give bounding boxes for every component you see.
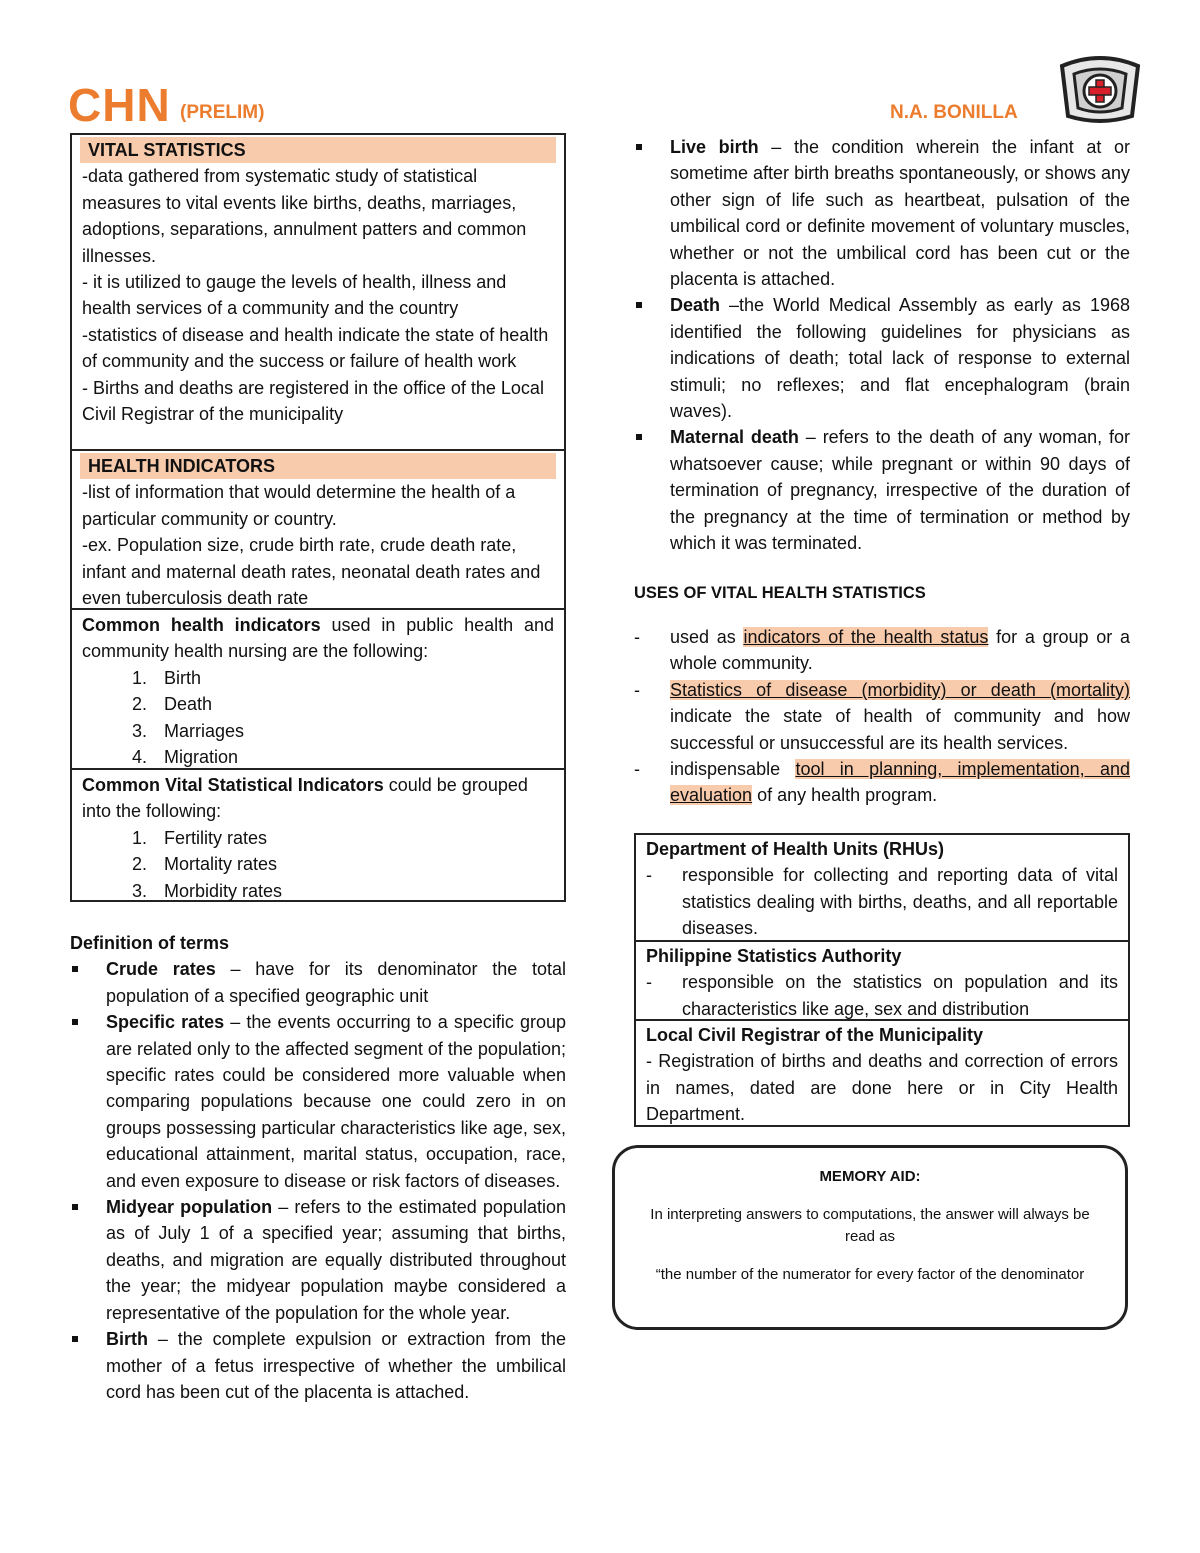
uses-text: of any health program. bbox=[752, 785, 938, 806]
common-vital-indicators-term: Common Vital Statistical Indicators bbox=[82, 775, 384, 795]
uses-text: for a group or a whole community. bbox=[670, 627, 1130, 674]
health-indicators-line: -ex. Population size, crude birth rate, crude death rate, infant and maternal death rates, neonatal death rates and even tuberculosis death rate bbox=[82, 535, 541, 609]
definition-item bbox=[70, 1326, 566, 1405]
definition-term: Death bbox=[670, 295, 721, 316]
vital-statistics-box bbox=[70, 133, 566, 451]
definition-term: Crude rates bbox=[106, 959, 216, 980]
health-indicators-heading: HEALTH INDICATORS bbox=[80, 453, 556, 479]
memory-aid-box bbox=[612, 1145, 1128, 1330]
definitions-heading: Definition of terms bbox=[70, 933, 230, 953]
vital-statistics-heading: VITAL STATISTICS bbox=[80, 137, 556, 163]
vital-statistics-line: - it is utilized to gauge the levels of health, illness and health services of a community and the country bbox=[82, 272, 507, 319]
common-vital-indicators-box bbox=[70, 768, 566, 902]
agency-box bbox=[634, 833, 1130, 942]
vital-statistics-line: -statistics of disease and health indicate the state of health of community and the success or failure of health work bbox=[82, 324, 549, 372]
agency-box bbox=[634, 1019, 1130, 1127]
agency-box bbox=[634, 940, 1130, 1021]
uses-item bbox=[634, 756, 1130, 809]
uses-highlight: tool in planning, implementation, and evaluation bbox=[670, 759, 1130, 806]
definition-text: –the World Medical Assembly as early as 1968 identified the following guidelines for physicians as indications of death; total lack of response to external stimuli; no reflexes; and flat encephalogram (brain waves). bbox=[670, 295, 1130, 422]
memory-aid-line: “the number of the numerator for every factor of the denominator bbox=[655, 1266, 1085, 1283]
definition-term: Specific rates bbox=[106, 1012, 225, 1033]
health-indicators-line: -list of information that would determine the health of a particular community or country. bbox=[82, 482, 516, 529]
definition-term: Live birth bbox=[670, 137, 759, 157]
right-definitions bbox=[634, 134, 1130, 557]
nurse-cap-red-cross-icon bbox=[1052, 52, 1148, 128]
definition-text: – the events occurring to a specific group are related only to the affected segment of the population; specific rates could be considered more valuable when comparing populations because one could zero in on groups possessing particular characteristics like age, sex, educational attainment, marital status, occupation, race, and even exposure to disease or risk factors of diseases. bbox=[106, 1012, 567, 1191]
definition-term: Maternal death bbox=[670, 427, 799, 448]
agency-text: - responsible on the statistics on population and its characteristics like age, sex and distribution bbox=[646, 969, 1118, 1022]
uses-item bbox=[634, 677, 1130, 756]
list-item: 2. Death bbox=[152, 691, 564, 717]
definition-item bbox=[634, 424, 1130, 556]
definition-item bbox=[634, 134, 1130, 292]
list-item: 2. Mortality rates bbox=[152, 851, 564, 877]
agency-text: - responsible for collecting and reporting data of vital statistics dealing with births, deaths, and all reportable diseases. bbox=[646, 862, 1118, 941]
uses-heading: USES OF VITAL HEALTH STATISTICS bbox=[634, 584, 926, 602]
page-title: CHN bbox=[68, 79, 171, 131]
definition-text: – refers to the death of any woman, for whatsoever cause; while pregnant or within 90 days of termination of pregnancy, irrespective of the duration of the pregnancy at the time of termination or method by which it was terminated. bbox=[670, 427, 1130, 554]
vital-statistics-line: -data gathered from systematic study of statistical measures to vital events like births, deaths, marriages, adoptions, separations, annulment patters and common illnesses. bbox=[82, 166, 527, 266]
list-item: 1. Birth bbox=[152, 665, 564, 691]
uses-item bbox=[634, 624, 1130, 677]
page-subtitle: (PRELIM) bbox=[180, 102, 265, 123]
uses-list bbox=[634, 624, 1130, 809]
definition-text: – the complete expulsion or extraction from the mother of a fetus irrespective of whether the umbilical cord has been cut of the placenta is attached. bbox=[106, 1329, 566, 1402]
common-health-indicators-box bbox=[70, 608, 566, 770]
agency-name: Philippine Statistics Authority bbox=[646, 946, 902, 966]
definition-text: – refers to the estimated population as of July 1 of a specified year; assuming that births, deaths, and migration are equally distributed throughout the year; the midyear population maybe considered a representative of the population for the whole year. bbox=[106, 1197, 566, 1323]
definition-term: Birth bbox=[106, 1329, 148, 1350]
list-item: 3. Marriages bbox=[152, 718, 564, 744]
definition-text: – have for its denominator the total population of a specified geographic unit bbox=[106, 959, 566, 1006]
list-item: 3. Morbidity rates bbox=[152, 878, 564, 904]
definition-item bbox=[634, 292, 1130, 424]
common-health-indicators-term: Common health indicators bbox=[82, 615, 321, 635]
health-indicators-box bbox=[70, 449, 566, 610]
definition-item bbox=[70, 1009, 566, 1194]
author-name: N.A. BONILLA bbox=[890, 102, 1018, 123]
uses-text: indispensable bbox=[670, 759, 796, 780]
definition-text: – the condition wherein the infant at or sometime after birth breaths spontaneously, or shows any other sign of life such as heartbeat, pulsation of the umbilical cord or definite movement of voluntary muscles, whether or not the umbilical cord has been cut or the placenta is attached. bbox=[670, 137, 1130, 290]
agency-name: Local Civil Registrar of the Municipality bbox=[646, 1025, 984, 1045]
common-vital-indicators-desc: could be grouped into the following: bbox=[82, 775, 528, 822]
memory-aid-title: MEMORY AID: bbox=[819, 1168, 921, 1185]
uses-highlight: indicators of the health status bbox=[743, 627, 989, 647]
definitions-section bbox=[70, 930, 566, 1405]
definition-item bbox=[70, 1194, 566, 1326]
list-item: 4. Migration bbox=[152, 744, 564, 770]
uses-highlight: Statistics of disease (morbidity) or death (mortality) bbox=[670, 679, 1130, 700]
agency-text: - Registration of births and deaths and correction of errors in names, dated are done here or in City Health Department. bbox=[646, 1051, 1118, 1125]
definition-term: Midyear population bbox=[106, 1197, 273, 1218]
uses-text: indicate the state of health of community and how successful or unsuccessful are its health services. bbox=[670, 706, 1130, 753]
definition-item bbox=[70, 956, 566, 1009]
common-health-indicators-desc: used in public health and community health nursing are the following: bbox=[82, 615, 554, 662]
memory-aid-line: In interpreting answers to computations, the answer will always be read as bbox=[650, 1206, 1090, 1245]
agency-name: Department of Health Units (RHUs) bbox=[646, 839, 945, 859]
list-item: 1. Fertility rates bbox=[152, 825, 564, 851]
uses-text: used as bbox=[670, 627, 744, 647]
vital-statistics-line: - Births and deaths are registered in the office of the Local Civil Registrar of the municipality bbox=[82, 377, 544, 425]
